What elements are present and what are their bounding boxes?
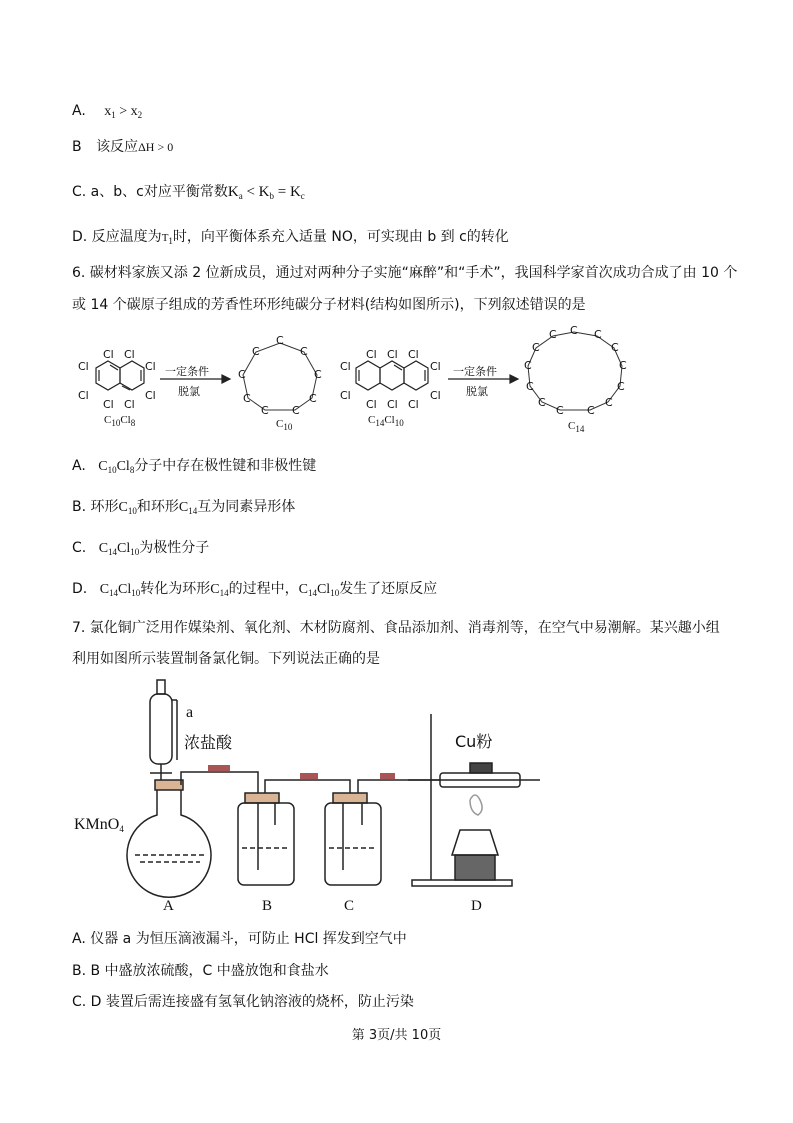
cl-label: Cl	[78, 360, 89, 373]
c-atom-label: C	[594, 328, 602, 341]
q6-option-b-text3: 互为同素异形体	[197, 499, 296, 515]
q5-option-a-math: $x_1 > x_2$	[104, 104, 143, 120]
label-conc-hcl: 浓盐酸	[184, 733, 233, 752]
c-atom-label: C	[292, 404, 300, 417]
c-atom-label: C	[605, 396, 613, 409]
c-atom-label: C	[309, 392, 317, 405]
q6-option-c-text: 为极性分子	[139, 540, 210, 556]
product1-label: $C_{10}$	[276, 418, 293, 432]
cl-label: Cl	[124, 398, 135, 411]
c-atom-label: C	[538, 396, 546, 409]
cl-label: Cl	[340, 360, 351, 373]
q6-option-a-formula: $C_{10}Cl_8$	[98, 459, 135, 475]
cl-label: Cl	[408, 348, 419, 361]
label-kmno4: KMnO$_4$	[74, 816, 124, 834]
cl-label: Cl	[430, 389, 441, 402]
bottle-c	[325, 793, 381, 885]
label-a: a	[186, 704, 194, 721]
c-atom-label: C	[276, 334, 284, 347]
arrow1-bottom: 脱氯	[178, 385, 200, 398]
q6-option-a-text: 分子中存在极性键和非极性键	[134, 458, 317, 474]
q7-option-a: A. 仪器 a 为恒压滴液漏斗，可防止 HCl 挥发到空气中	[72, 931, 407, 947]
q6-option-c-formula: $C_{14}Cl_{10}$	[98, 541, 140, 557]
q6-option-d-formula1: $C_{14}Cl_{10}$	[99, 582, 141, 598]
c-atom-label: C	[619, 359, 627, 372]
q5-option-a-prefix: A.	[72, 103, 86, 119]
q6-option-b-formula1: $C_{10}$	[118, 500, 137, 516]
c-atom-label: C	[556, 404, 564, 417]
connecting-tubes	[181, 768, 440, 800]
arrow1-top: 一定条件	[165, 365, 209, 378]
q6-stem-line1: 6. 碳材料家族又添 2 位新成员，通过对两种分子实施“麻醉”和“手术”，我国科学家首次成功合成了由 10 个	[72, 265, 738, 281]
q6-option-d-prefix: D.	[72, 581, 88, 597]
product2-label: $C_{14}$	[568, 420, 585, 434]
c-atom-label: C	[524, 359, 532, 372]
q6-option-b-text2: 和环形	[136, 499, 179, 515]
q7-option-b: B. B 中盛放浓硫酸，C 中盛放饱和食盐水	[72, 963, 329, 979]
c-atom-label: C	[617, 380, 625, 393]
q5-option-d-math: $T_1$	[161, 232, 173, 246]
c-atom-label: C	[261, 404, 269, 417]
reactant1-label: $C_{10}Cl_8$	[104, 414, 136, 428]
q5-option-d-text2: 时，向平衡体系充入适量 NO，可实现由 b 到 c的转化	[172, 229, 509, 245]
q7-stem-line1: 7. 氯化铜广泛用作媒染剂、氧化剂、木材防腐剂、食品添加剂、消毒剂等，在空气中易潮解。某兴趣小组	[72, 620, 720, 636]
cl-label: Cl	[366, 398, 377, 411]
cl-label: Cl	[78, 389, 89, 402]
label-apparatus-b: B	[262, 898, 273, 914]
reactant2-label: $C_{14}Cl_{10}$	[368, 414, 404, 428]
cl-label: Cl	[430, 360, 441, 373]
q5-option-c-text: C. a、b、c对应平衡常数	[72, 184, 228, 200]
q5-option-b-math: ΔH > 0	[138, 140, 174, 154]
c-atom-label: C	[300, 345, 308, 358]
cl-label: Cl	[124, 348, 135, 361]
c-atom-label: C	[238, 368, 246, 381]
c-atom-label: C	[252, 345, 260, 358]
c-atom-label: C	[570, 324, 578, 337]
c-atom-label: C	[243, 392, 251, 405]
cl-label: Cl	[366, 348, 377, 361]
page-footer: 第 3页/共 10页	[351, 1028, 442, 1043]
q6-option-d-formula2: $C_{14}$	[210, 582, 229, 598]
dropping-funnel	[150, 680, 177, 790]
label-apparatus-c: C	[344, 898, 355, 914]
q7-option-c: C. D 装置后需连接盛有氢氧化钠溶液的烧杯，防止污染	[72, 994, 414, 1010]
c-atom-label: C	[314, 368, 322, 381]
cl-label: Cl	[103, 348, 114, 361]
q6-option-d-text1: 转化为环形	[140, 581, 211, 597]
q5-option-d-text1: D. 反应温度为	[72, 229, 162, 245]
cl-label: Cl	[103, 398, 114, 411]
arrow2-bottom: 脱氯	[466, 385, 488, 398]
c-atom-label: C	[549, 328, 557, 341]
round-flask	[127, 780, 211, 897]
q6-stem-line2: 或 14 个碳原子组成的芳香性环形纯碳分子材料(结构如图所示)，下列叙述错误的是	[72, 297, 586, 313]
q6-option-c-prefix: C.	[72, 540, 87, 556]
q6-option-d-formula3: $C_{14}Cl_{10}$	[298, 582, 340, 598]
label-apparatus-d: D	[471, 898, 482, 914]
q6-option-b-text1: B. 环形	[72, 499, 119, 515]
cl-label: Cl	[387, 348, 398, 361]
q7-stem-line2: 利用如图所示装置制备氯化铜。下列说法正确的是	[72, 651, 380, 667]
q6-option-a-prefix: A.	[72, 458, 86, 474]
c-atom-label: C	[611, 341, 619, 354]
cl-label: Cl	[145, 389, 156, 402]
arrow2-top: 一定条件	[453, 365, 497, 378]
q5-option-b-prefix: B	[72, 139, 82, 155]
label-cu-powder: Cu粉	[455, 732, 493, 751]
c-atom-label: C	[587, 404, 595, 417]
q5-option-c-math: $K_a < K_b = K_c$	[227, 184, 305, 201]
q6-option-b-formula2: $C_{14}$	[178, 500, 198, 516]
bottle-b	[238, 793, 294, 885]
q6-option-d-text2: 的过程中，	[228, 581, 299, 597]
cl-label: Cl	[145, 360, 156, 373]
label-apparatus-a: A	[163, 898, 174, 914]
c-atom-label: C	[526, 380, 534, 393]
cl-label: Cl	[387, 398, 398, 411]
c-atom-label: C	[532, 341, 540, 354]
cl-label: Cl	[340, 389, 351, 402]
q6-option-d-text3: 发生了还原反应	[339, 581, 438, 597]
q5-option-b-text: 该反应	[96, 139, 139, 155]
cl-label: Cl	[408, 398, 419, 411]
